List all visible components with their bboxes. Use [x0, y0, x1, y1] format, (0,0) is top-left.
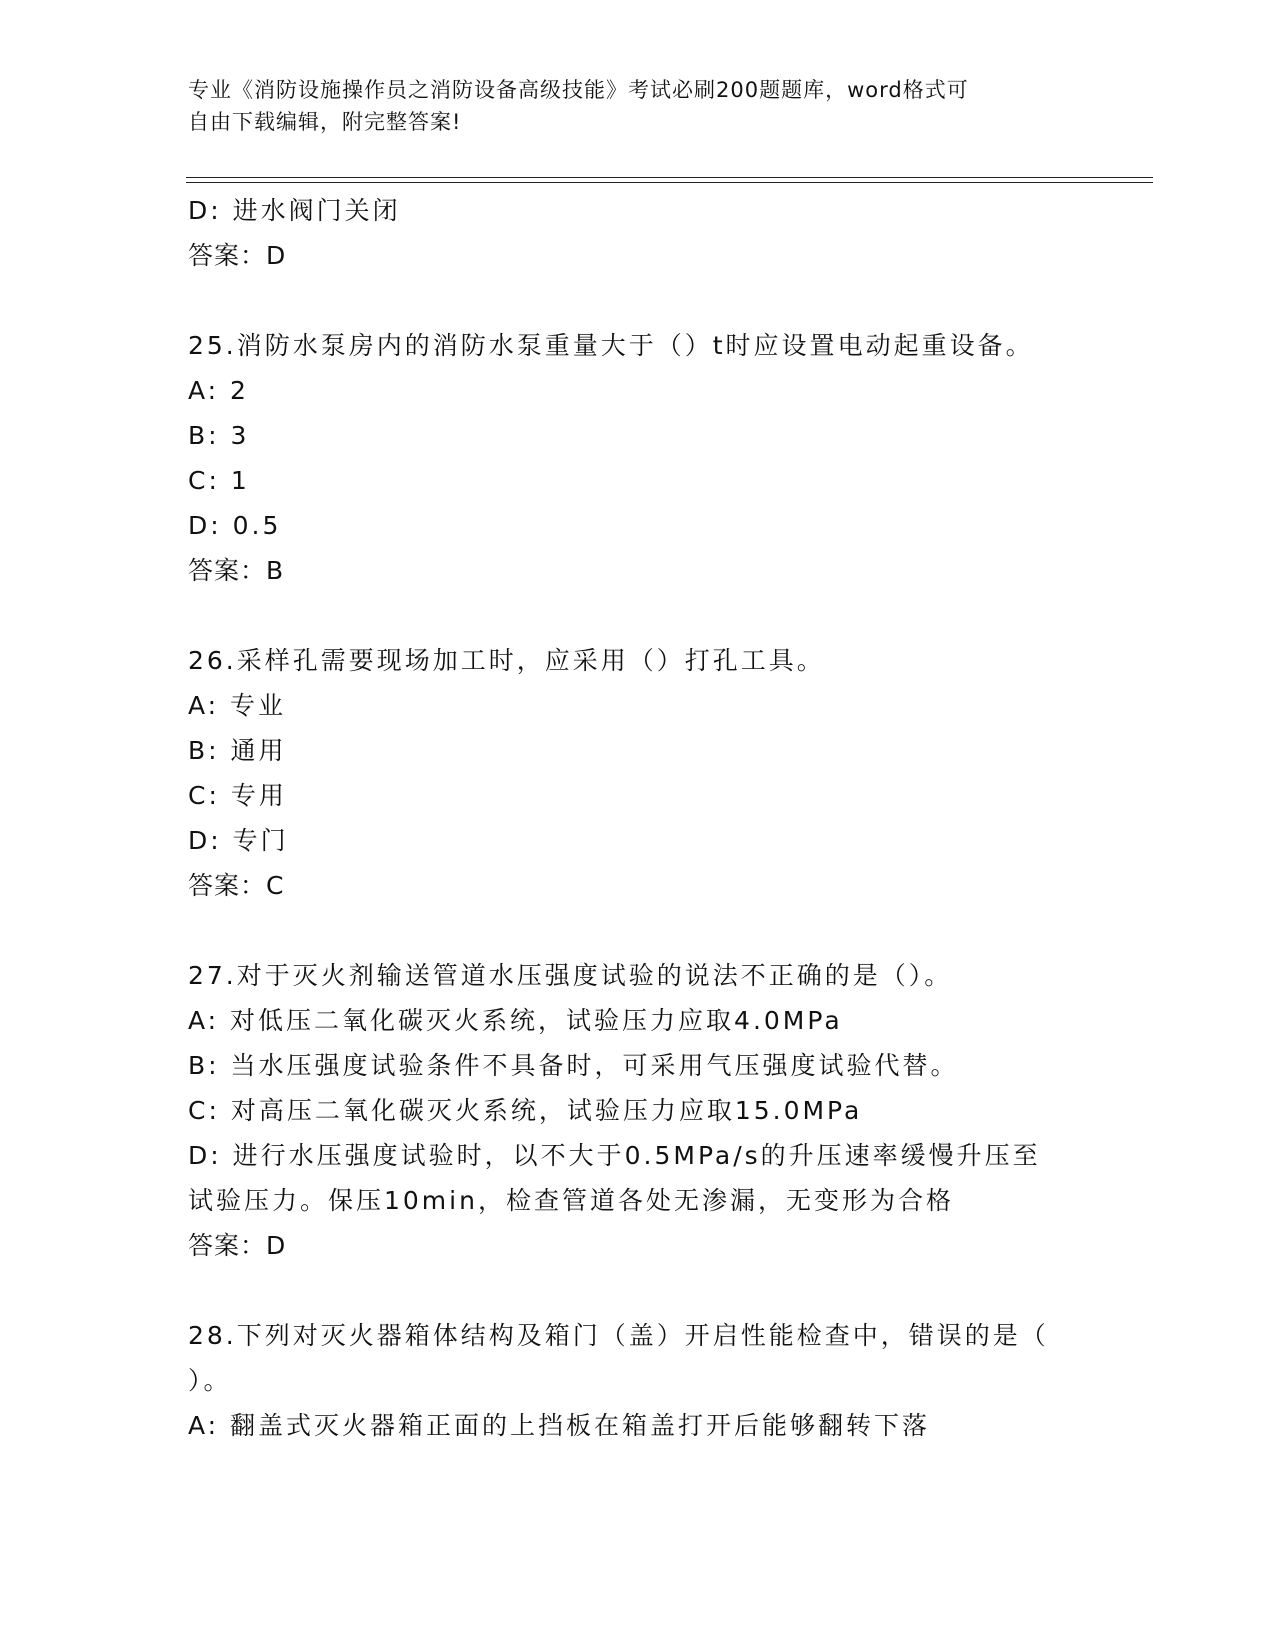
option-line: D: 0.5: [188, 511, 282, 540]
option-line: B: 当水压强度试验条件不具备时，可采用气压强度试验代替。: [188, 1051, 959, 1080]
option-line: D: 进行水压强度试验时，以不大于0.5MPa/s的升压速率缓慢升压至: [188, 1141, 1041, 1170]
spacer: [188, 593, 1088, 638]
option-line: D: 进水阀门关闭: [188, 196, 401, 225]
header-line-2: 自由下载编辑，附完整答案!: [188, 110, 462, 134]
option-line: A: 翻盖式灭火器箱正面的上挡板在箱盖打开后能够翻转下落: [188, 1411, 931, 1440]
question-text: 27.对于灭火剂输送管道水压强度试验的说法不正确的是（）。: [188, 961, 953, 990]
option-line: C: 1: [188, 466, 250, 495]
option-line: C: 对高压二氧化碳灭火系统，试验压力应取15.0MPa: [188, 1096, 863, 1125]
answer-line: 答案：D: [188, 241, 287, 270]
option-line: A: 2: [188, 376, 249, 405]
option-line: C: 专用: [188, 781, 287, 810]
header-rule-top: [186, 177, 1153, 178]
option-line: D: 专门: [188, 826, 289, 855]
answer-line: 答案：C: [188, 871, 285, 900]
question-text: 28.下列对灭火器箱体结构及箱门（盖）开启性能检查中，错误的是（: [188, 1321, 1049, 1350]
option-line: A: 专业: [188, 691, 287, 720]
spacer: [188, 908, 1088, 953]
option-line-continued: 试验压力。保压10min，检查管道各处无渗漏，无变形为合格: [188, 1186, 954, 1215]
option-line: B: 通用: [188, 736, 287, 765]
answer-line: 答案：D: [188, 1231, 287, 1260]
header-rule-bottom: [186, 182, 1153, 183]
document-header: [188, 74, 1068, 138]
question-list: [188, 188, 1088, 1448]
question-text-continued: ）。: [188, 1366, 232, 1395]
option-line: B: 3: [188, 421, 250, 450]
question-text: 25.消防水泵房内的消防水泵重量大于（）t时应设置电动起重设备。: [188, 331, 1034, 360]
option-line: A: 对低压二氧化碳灭火系统，试验压力应取4.0MPa: [188, 1006, 843, 1035]
spacer: [188, 278, 1088, 323]
answer-line: 答案：B: [188, 556, 285, 585]
question-text: 26.采样孔需要现场加工时，应采用（）打孔工具。: [188, 646, 825, 675]
spacer: [188, 1268, 1088, 1313]
header-line-1: 专业《消防设施操作员之消防设备高级技能》考试必刷200题题库，word格式可: [188, 78, 969, 102]
